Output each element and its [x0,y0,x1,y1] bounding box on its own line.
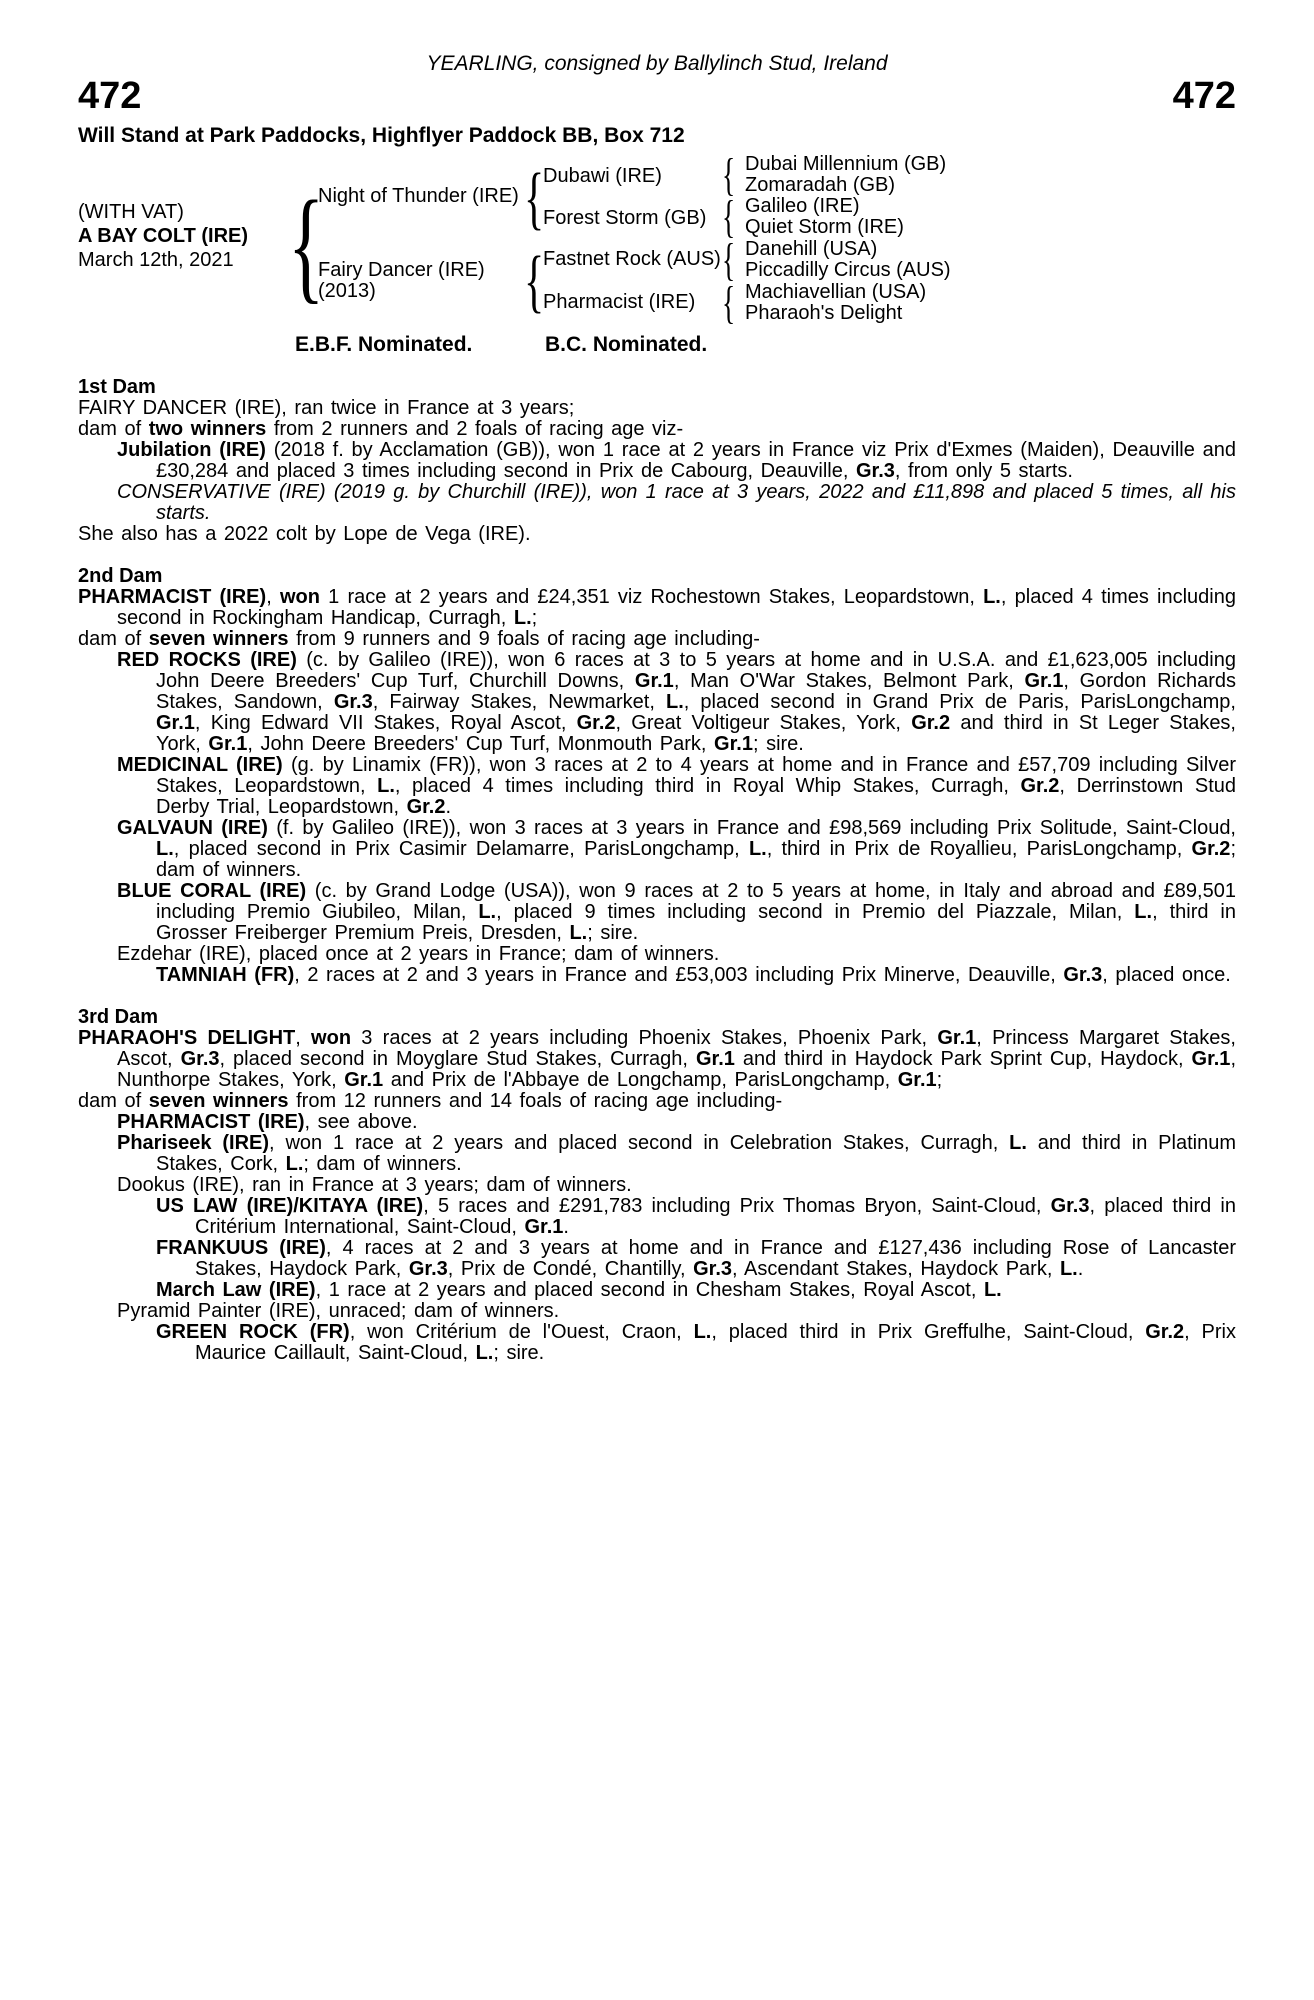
text-segment: , third in Prix de Royallieu, ParisLongchamp, [766,838,1192,860]
generation1-brace: { [288,176,325,315]
pedigree-dam-sire-dam: Piccadilly Circus (AUS) [745,259,951,281]
text-segment: won [311,1027,352,1049]
pedigree-paragraph [78,1322,1236,1364]
pedigree-dam [318,260,485,302]
text-segment: Gr.3 [855,460,895,482]
text-segment: ; sire. [587,922,639,944]
text-segment: Pyramid Painter (IRE), unraced; dam of winners. [117,1300,560,1322]
text-segment: L. [1134,901,1153,923]
text-segment: PHARAOH'S DELIGHT [78,1027,296,1049]
text-segment: Gr.2 [1020,775,1060,797]
text-segment: Gr.1 [1024,670,1064,692]
lot-number-left: 472 [78,75,142,117]
text-segment: L. [748,838,767,860]
pedigree-paragraph [78,629,1236,650]
pedigree-dam-dam-sire: Machiavellian (USA) [745,281,927,303]
section-heading: 2nd Dam [78,565,163,587]
sire-dam-parents-brace: { [722,191,736,242]
text-segment: , [295,1027,312,1049]
text-segment: , Ascendant Stakes, Haydock Park, [732,1258,1060,1280]
text-segment: L. [1009,1132,1027,1154]
text-segment: , third in Grosser Freiberger Premium Preis, Dresden, [156,901,1236,944]
pedigree-sire-dam-sire: Galileo (IRE) [745,195,860,217]
dam-parents-brace: { [524,243,545,320]
lot-number-right: 472 [1172,75,1236,117]
text-segment: , Nunthorpe Stakes, York, [117,1048,1236,1091]
text-segment: Gr.2 [576,712,616,734]
pedigree-paragraph [78,524,1236,545]
pedigree-paragraph [78,650,1236,755]
text-segment: March Law (IRE) [156,1279,316,1301]
text-segment: and third in Haydock Park Sprint Cup, Haydock, [734,1048,1192,1070]
text-segment: GREEN ROCK (FR) [156,1321,350,1343]
text-segment: ; [531,607,538,629]
text-segment: , Derrinstown Stud Derby Trial, Leopardstown, [156,775,1237,818]
text-segment: seven winners [148,1090,289,1112]
foal-date: March 12th, 2021 [78,249,234,271]
pedigree-sire-sire-sire: Dubai Millennium (GB) [745,153,947,175]
text-segment: won [279,586,320,608]
text-segment: , King Edward VII Stakes, Royal Ascot, [194,712,577,734]
dam-dam-parents-brace: { [722,277,736,328]
text-segment: (2018 f. by Acclamation (GB)), won 1 race at 2 years in France viz Prix d'Exmes (Maiden), Deauville and £30,284 and placed 3 times including second in Prix de Cabourg, Deauville, [156,439,1236,482]
pedigree-paragraph [78,818,1236,881]
pedigree-paragraph [78,1301,1236,1322]
pedigree-paragraph [78,965,1236,986]
text-segment: seven winners [148,628,289,650]
text-segment: L. [666,691,684,713]
pedigree-sire: Night of Thunder (IRE) [318,185,519,207]
text-segment: She also has a 2022 colt by Lope de Vega (IRE). [78,523,531,545]
text-segment: dam of [78,1090,149,1112]
text-segment: FAIRY DANCER (IRE), ran twice in France at 3 years; [78,397,575,419]
section-heading: 1st Dam [78,376,156,398]
text-segment: Gr.3 [1063,964,1103,986]
pedigree-tree [78,150,1236,328]
text-segment: L. [983,1279,1002,1301]
text-segment: , placed 9 times including second in Premio del Piazzale, Milan, [496,901,1135,923]
text-segment: Gr.1 [897,1069,937,1091]
text-segment: L. [1059,1258,1078,1280]
dam-sire-parents-brace: { [722,234,736,285]
text-segment: , John Deere Breeders' Cup Turf, Monmouth Park, [247,733,715,755]
text-segment: , placed second in Prix Casimir Delamarre, ParisLongchamp, [173,838,749,860]
text-segment: dam of [78,418,149,440]
text-segment: , Princess Margaret Stakes, Ascot, [117,1027,1236,1070]
text-segment: Gr.3 [693,1258,733,1280]
text-segment: L. [156,838,174,860]
dam-section [78,377,1236,545]
text-segment: Gr.1 [937,1027,977,1049]
text-segment: ; sire. [752,733,804,755]
consignor-line: YEARLING, consigned by Ballylinch Stud, Ireland [426,52,888,75]
pedigree-paragraph [78,440,1236,482]
text-segment: , [266,586,280,608]
text-segment: , placed second in Grand Prix de Paris, ParisLongchamp, [683,691,1236,713]
text-segment: , Prix de Condé, Chantilly, [447,1258,694,1280]
text-segment: , 2 races at 2 and 3 years in France and £53,003 including Prix Minerve, Deauville, [294,964,1064,986]
text-segment: Gr.1 [208,733,248,755]
pedigree-paragraph [78,587,1236,629]
pedigree-sire-sire-dam: Zomaradah (GB) [745,174,896,196]
text-segment: , placed 4 times including second in Rockingham Handicap, Curragh, [117,586,1236,629]
text-segment: FRANKUUS (IRE) [156,1237,326,1259]
text-segment: . [445,796,452,818]
text-segment: Gr.3 [333,691,373,713]
sire-parents-brace: { [524,160,545,237]
text-segment: L. [377,775,395,797]
ebf-nominated-label: E.B.F. Nominated. [295,333,473,356]
text-segment: (g. by Linamix (FR)), won 3 races at 2 to 4 years at home and in France and £57,709 including Silver Stakes, Leopardstown, [156,754,1236,797]
pedigree-paragraph [78,419,1236,440]
text-segment: (f. by Galileo (IRE)), won 3 races at 3 years in France and £98,569 including Prix Solitude, Saint-Cloud, [267,817,1236,839]
text-segment: , placed third in Prix Greffulhe, Saint-Cloud, [711,1321,1146,1343]
text-segment: Gr.3 [408,1258,448,1280]
text-segment: 3 races at 2 years including Phoenix Stakes, Phoenix Park, [351,1027,938,1049]
nominations-row [78,334,1236,356]
stand-location-line: Will Stand at Park Paddocks, Highflyer Paddock BB, Box 712 [78,124,685,147]
pedigree-paragraph [78,1112,1236,1133]
text-segment: from 2 runners and 2 foals of racing age viz- [266,418,684,440]
text-segment: , 1 race at 2 years and placed second in Chesham Stakes, Royal Ascot, [315,1279,984,1301]
text-segment: from 9 runners and 9 foals of racing age including- [288,628,760,650]
bc-nominated-label: B.C. Nominated. [545,333,708,356]
text-segment: Gr.2 [406,796,446,818]
text-segment: Gr.1 [634,670,674,692]
text-segment: ; dam of winners. [156,838,1236,881]
lot-number-row [78,76,1236,116]
text-segment: CONSERVATIVE (IRE) (2019 g. by Churchill (IRE)), won 1 race at 3 years, 2022 and £11,898 and placed 5 times, all his starts. [117,481,1236,524]
sire-sire-parents-brace: { [722,149,736,200]
text-segment: MEDICINAL (IRE) [117,754,283,776]
text-segment: ; sire. [493,1342,545,1364]
text-segment: PHARMACIST (IRE) [117,1111,305,1133]
text-segment: and third in Platinum Stakes, Cork, [156,1132,1236,1175]
text-segment: Gr.1 [524,1216,564,1238]
dams-sections [78,377,1236,1364]
text-segment: L. [569,922,588,944]
text-segment: . [563,1216,569,1238]
text-segment: , placed 4 times including third in Royal Whip Stakes, Curragh, [394,775,1021,797]
text-segment: Gr.2 [911,712,951,734]
pedigree-paragraph [78,944,1236,965]
text-segment: ; dam of winners. [303,1153,462,1175]
pedigree-sire-sire: Dubawi (IRE) [543,165,662,187]
dam-section [78,1007,1236,1364]
text-segment: (c. by Galileo (IRE)), won 6 races at 3 to 5 years at home and in U.S.A. and £1,623,005 including John Deere Breeders' Cup Turf, Churchill Downs, [156,649,1236,692]
pedigree-dam-year: (2013) [318,280,376,302]
text-segment: Phariseek (IRE) [117,1132,270,1154]
pedigree-paragraph [78,881,1236,944]
pedigree-dam-name: Fairy Dancer (IRE) [318,259,485,281]
pedigree-dam-sire-sire: Danehill (USA) [745,238,878,260]
text-segment: GALVAUN (IRE) [117,817,268,839]
vat-note: (WITH VAT) [78,201,184,223]
pedigree-paragraph [78,1280,1236,1301]
text-segment: Gr.1 [156,712,195,734]
text-segment: L. [285,1153,304,1175]
text-segment: Gr.2 [1191,838,1231,860]
text-segment: Dookus (IRE), ran in France at 3 years; dam of winners. [117,1174,632,1196]
pedigree-sire-dam-dam: Quiet Storm (IRE) [745,216,904,238]
pedigree-dam-dam: Pharmacist (IRE) [543,291,696,313]
text-segment: TAMNIAH (FR) [156,964,295,986]
text-segment: , see above. [304,1111,418,1133]
text-segment: from 12 runners and 14 foals of racing age including- [288,1090,783,1112]
text-segment: Gr.2 [1145,1321,1185,1343]
text-segment: Gr.3 [180,1048,220,1070]
horse-description: A BAY COLT (IRE) [78,225,249,247]
text-segment: , Great Voltigeur Stakes, York, [615,712,912,734]
text-segment: , won 1 race at 2 years and placed second in Celebration Stakes, Curragh, [269,1132,1010,1154]
pedigree-paragraph [78,1196,1236,1238]
text-segment: L. [513,607,532,629]
pedigree-dam-dam-dam: Pharaoh's Delight [745,302,903,324]
text-segment: , won Critérium de l'Ouest, Craon, [349,1321,694,1343]
text-segment: Gr.1 [344,1069,384,1091]
text-segment: L. [475,1342,494,1364]
text-segment: 1 race at 2 years and £24,351 viz Rochestown Stakes, Leopardstown, [319,586,984,608]
text-segment: , 4 races at 2 and 3 years at home and in France and £127,436 including Rose of Lancaster Stakes, Haydock Park, [195,1237,1236,1280]
text-segment: and Prix de l'Abbaye de Longchamp, ParisLongchamp, [383,1069,898,1091]
pedigree-paragraph [78,398,1236,419]
text-segment: . [1077,1258,1084,1280]
pedigree-dam-sire: Fastnet Rock (AUS) [543,248,721,270]
text-segment: ; [936,1069,943,1091]
text-segment: dam of [78,628,149,650]
text-segment: , Prix Maurice Caillault, Saint-Cloud, [195,1321,1237,1364]
text-segment: Gr.1 [695,1048,735,1070]
text-segment: PHARMACIST (IRE) [78,586,267,608]
text-segment: Ezdehar (IRE), placed once at 2 years in France; dam of winners. [117,943,720,965]
pedigree-paragraph [78,1028,1236,1091]
horse-info-block [78,200,248,272]
text-segment: , Man O'War Stakes, Belmont Park, [673,670,1025,692]
pedigree-paragraph [78,1175,1236,1196]
text-segment: (c. by Grand Lodge (USA)), won 9 races at 2 to 5 years at home, in Italy and abroad and £89,501 including Premio Giubileo, Milan, [156,880,1236,923]
text-segment: L. [983,586,1001,608]
text-segment: RED ROCKS (IRE) [117,649,297,671]
text-segment: L. [478,901,497,923]
text-segment: US LAW (IRE)/KITAYA (IRE) [156,1195,424,1217]
text-segment: Gr.1 [1191,1048,1231,1070]
text-segment: and third in St Leger Stakes, York, [156,712,1236,755]
text-segment: Gr.1 [714,733,753,755]
text-segment: Gr.3 [1050,1195,1090,1217]
dam-section [78,566,1236,986]
text-segment: Jubilation (IRE) [117,439,266,461]
text-segment: L. [693,1321,712,1343]
text-segment: BLUE CORAL (IRE) [117,880,307,902]
text-segment: two winners [148,418,267,440]
pedigree-paragraph [78,1238,1236,1280]
text-segment: , placed third in Critérium International, Saint-Cloud, [195,1195,1237,1238]
text-segment: , 5 races and £291,783 including Prix Thomas Bryon, Saint-Cloud, [423,1195,1051,1217]
text-segment: , Fairway Stakes, Newmarket, [372,691,666,713]
text-segment: , placed second in Moyglare Stud Stakes, Curragh, [219,1048,696,1070]
text-segment: , placed once. [1102,964,1231,986]
pedigree-paragraph [78,755,1236,818]
text-segment: , from only 5 starts. [894,460,1073,482]
pedigree-paragraph [78,1091,1236,1112]
pedigree-paragraph [78,1133,1236,1175]
text-segment: , Gordon Richards Stakes, Sandown, [156,670,1236,713]
section-heading: 3rd Dam [78,1006,159,1028]
pedigree-sire-dam: Forest Storm (GB) [543,207,707,229]
pedigree-paragraph [78,482,1236,524]
